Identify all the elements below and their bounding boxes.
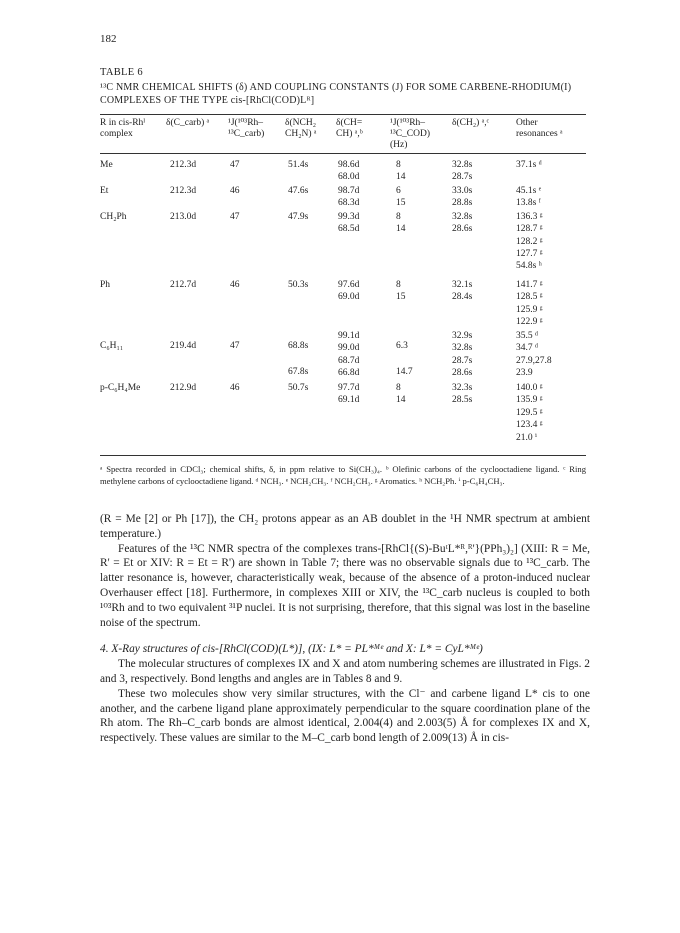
- table-cell: 14: [396, 224, 406, 235]
- header-j-cod: ¹J(¹⁰³Rh– ¹³C_COD) (Hz): [390, 118, 431, 150]
- row-label: CH₂Ph: [100, 212, 127, 222]
- table-cell: 212.9d: [170, 383, 197, 393]
- table-cell: 67.8s: [288, 367, 309, 377]
- table-cell: 219.4d: [170, 341, 197, 351]
- table-cell: 8: [396, 383, 401, 393]
- table-cell: 32.8s: [452, 212, 473, 222]
- table-cell: 13.8s ᶠ: [516, 198, 541, 209]
- table-cell: 68.3d: [338, 198, 360, 209]
- table-cell: 212.7d: [170, 280, 197, 290]
- table-cell: 14: [396, 172, 406, 183]
- table-cell: 66.8d: [338, 367, 360, 378]
- table-top-rule: [100, 114, 586, 115]
- table-cell: 97.6d: [338, 280, 360, 290]
- table-cell: 21.0 ⁱ: [516, 433, 537, 444]
- table-cell: 14.7: [396, 367, 413, 377]
- table-cell: 50.3s: [288, 280, 309, 290]
- table-cell: 47: [230, 212, 240, 222]
- table-header-rule: [100, 153, 586, 154]
- table-cell: 123.4 ᵍ: [516, 419, 543, 430]
- paragraph: (R = Me [2] or Ph [17]), the CH₂ protons appear as an AB doublet in the ¹H NMR spectrum at ambient temperature.): [100, 513, 590, 540]
- table-cell: 45.1s ᵉ: [516, 186, 542, 196]
- page-number: 182: [100, 33, 117, 45]
- table-cell: 127.7 ᵍ: [516, 248, 543, 259]
- body-text: [100, 512, 590, 746]
- table-cell: 8: [396, 280, 401, 290]
- table-footnote: ᵃ Spectra recorded in CDCl₃; chemical shifts, δ, in ppm relative to Si(CH₃)₄. ᵇ Olefinic carbons of the cyclooctadiene ligand. ᶜ Ring methylene carbons of cyclooctadiene ligand. ᵈ NCH₃. ᵉ NCH₂CH₃. ᶠ NCH₂CH₃. ᵍ Aromatics. ʰ NCH₂Ph. ⁱ p-C₆H₄CH₃.: [100, 464, 586, 486]
- table-cell: 98.7d: [338, 186, 360, 196]
- table-cell: 28.6s: [452, 367, 473, 378]
- table-cell: 47: [230, 160, 240, 170]
- table-cell: 212.3d: [170, 186, 197, 196]
- table-cell: 15: [396, 198, 406, 209]
- table-cell: 51.4s: [288, 160, 309, 170]
- table-cell: 28.4s: [452, 292, 473, 303]
- table-bottom-rule: [100, 455, 586, 456]
- table-cell: 68.5d: [338, 224, 360, 235]
- table-cell: 28.8s: [452, 198, 473, 209]
- table-cell: 6: [396, 186, 401, 196]
- table-title: ¹³C NMR CHEMICAL SHIFTS (δ) AND COUPLING CONSTANTS (J) FOR SOME CARBENE-RHODIUM(I) COMPLEXES OF THE TYPE cis-[RhCl(COD)Lᴿ]: [100, 82, 572, 106]
- table-cell: 99.3d: [338, 212, 360, 222]
- table-cell: 68.8s: [288, 341, 309, 351]
- table-cell: 122.9 ᵍ: [516, 316, 543, 327]
- table-cell: 35.5 ᵈ: [516, 331, 538, 341]
- table-cell: 99.0d: [338, 343, 360, 354]
- table-cell: 8: [396, 160, 401, 170]
- table-cell: 140.0 ᵍ: [516, 383, 543, 393]
- row-label: Et: [100, 186, 109, 196]
- table-cell: 128.5 ᵍ: [516, 292, 543, 303]
- table-label: TABLE 6: [100, 67, 143, 78]
- table-cell: 136.3 ᵍ: [516, 212, 543, 222]
- table-cell: 32.8s: [452, 160, 473, 170]
- table-cell: 32.1s: [452, 280, 473, 290]
- table-cell: 28.6s: [452, 224, 473, 235]
- table-cell: 68.0d: [338, 172, 360, 183]
- row-label: p-C₆H₄Me: [100, 383, 141, 393]
- table-cell: 14: [396, 395, 406, 406]
- table-cell: 47: [230, 341, 240, 351]
- header-other: Other resonances ᵃ: [516, 118, 563, 139]
- table-cell: 32.9s: [452, 331, 473, 341]
- table-cell: 54.8s ʰ: [516, 261, 542, 272]
- table-cell: 97.7d: [338, 383, 360, 393]
- table-cell: 28.7s: [452, 172, 473, 183]
- table-cell: 32.3s: [452, 383, 473, 393]
- table-cell: 37.1s ᵈ: [516, 160, 542, 170]
- table-cell: 141.7 ᵍ: [516, 280, 543, 290]
- section-heading: 4. X-Ray structures of cis-[RhCl(COD)(L*)], (IX: L* = PL*ᴹᵉ and X: L* = CyL*ᴹᵉ): [100, 643, 483, 656]
- header-carb: δ(C_carb) ᵃ: [166, 118, 210, 128]
- table-cell: 23.9: [516, 367, 533, 378]
- table-cell: 15: [396, 292, 406, 303]
- table-cell: 46: [230, 280, 240, 290]
- paragraph: These two molecules show very similar structures, with the Cl⁻ and carbene ligand L* cis to one another, and the carbene ligand plane approximately perpendicular to the square coordination plane of the Rh atom. The Rh–C_carb bonds are almost identical, 2.004(4) and 2.003(5) Å for complexes IX and X, respectively. These values are similar to the M–C_carb bond length of 2.009(13) Å in cis-: [100, 687, 590, 745]
- table-cell: 33.0s: [452, 186, 473, 196]
- header-nch: δ(NCH₂ CH₂N) ᵃ: [285, 118, 317, 139]
- table-cell: 28.7s: [452, 355, 473, 366]
- table-cell: 135.9 ᵍ: [516, 395, 543, 406]
- table-cell: 125.9 ᵍ: [516, 304, 543, 315]
- header-ch2: δ(CH₂) ᵃ,ᶜ: [452, 118, 490, 128]
- table-cell: 34.7 ᵈ: [516, 343, 538, 354]
- table-cell: 6.3: [396, 341, 408, 351]
- table-cell: 99.1d: [338, 331, 360, 341]
- row-label: Ph: [100, 280, 111, 290]
- paragraph: Features of the ¹³C NMR spectra of the complexes trans-[RhCl{(S)-BuᵗL*ᴿ,ᴿ'}(PPh₃)₂] (XIII: R = Me, R' = Et or XIV: R = Et = R') are shown in Table 7; there was no observable signals due to ¹³C_carb. The latter resonance is, however, characteristically weak, because of the absence of a proton-induced nuclear Overhauser effect [18]. Furthermore, in complexes XIII or XIV, the ¹³C_carb nucleus is coupled to both ¹⁰³Rh and to two equivalent ³¹P nuclei. It is not surprising, therefore, that this signal was lost in the baseline noise of the spectrum.: [100, 542, 590, 629]
- table-cell: 46: [230, 186, 240, 196]
- table-cell: 47.6s: [288, 186, 309, 196]
- header-r: R in cis-Rhᴵ complex: [100, 118, 146, 139]
- row-label: Me: [100, 160, 113, 170]
- table-cell: 68.7d: [338, 355, 360, 366]
- table-cell: 69.1d: [338, 395, 360, 406]
- table-cell: 212.3d: [170, 160, 197, 170]
- table-cell: 50.7s: [288, 383, 309, 393]
- table-cell: 98.6d: [338, 160, 360, 170]
- table-cell: 129.5 ᵍ: [516, 407, 543, 418]
- table-cell: 213.0d: [170, 212, 197, 222]
- paragraph: The molecular structures of complexes IX and X and atom numbering schemes are illustrated in Figs. 2 and 3, respectively. Bond lengths and angles are in Tables 8 and 9.: [100, 658, 590, 685]
- table-cell: 128.2 ᵍ: [516, 236, 543, 247]
- table-cell: 128.7 ᵍ: [516, 224, 543, 235]
- table-cell: 47.9s: [288, 212, 309, 222]
- table-cell: 69.0d: [338, 292, 360, 303]
- table-cell: 27.9,27.8: [516, 355, 552, 366]
- table-cell: 46: [230, 383, 240, 393]
- header-j-carb: ¹J(¹⁰³Rh– ¹³C_carb): [228, 118, 265, 139]
- table-cell: 28.5s: [452, 395, 473, 406]
- row-label: C₆H₁₁: [100, 341, 124, 351]
- table-cell: 32.8s: [452, 343, 473, 354]
- table-cell: 8: [396, 212, 401, 222]
- header-chch: δ(CH= CH) ᵃ,ᵇ: [336, 118, 363, 139]
